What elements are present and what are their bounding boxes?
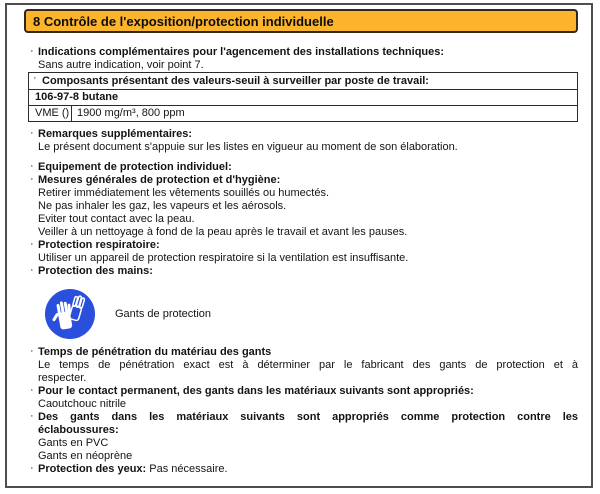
eclaboussures-line: Gants en néoprène	[38, 450, 133, 462]
bullet-dot: ·	[30, 45, 34, 57]
limit-type-cell: VME ()	[29, 106, 72, 121]
respiratoire-label: · Protection respiratoire:	[30, 238, 160, 251]
limits-table-substance-row: 106-97-8 butane	[29, 89, 577, 105]
indications-text: Sans autre indication, voir point 7.	[38, 59, 204, 71]
glove-icon-caption: Gants de protection	[115, 307, 212, 320]
bullet-dot: ·	[30, 264, 34, 276]
mesures-line: Veiller à un nettoyage à fond de la peau après le travail et avant les pauses.	[38, 226, 408, 238]
mesures-line: Ne pas inhaler les gaz, les vapeurs et les aérosols.	[38, 200, 287, 212]
mesures-line: Retirer immédiatement les vêtements souillés ou humectés.	[38, 187, 330, 199]
glove-pictogram-row	[45, 289, 578, 339]
section-title: 8 Contrôle de l'exposition/protection individuelle	[33, 13, 334, 29]
bullet-dot: ·	[30, 384, 34, 396]
mains-label: · Protection des mains:	[30, 264, 153, 277]
bullet-dot: ·	[30, 160, 34, 172]
bullet-dot: ·	[30, 173, 34, 185]
section-8-header-banner	[24, 9, 578, 33]
exposure-limits-table	[28, 72, 578, 122]
eclaboussures-label-line1: · Des gants dans les matériaux suivants sont appropriés comme protection contre les	[30, 410, 578, 423]
contact-permanent-text: Caoutchouc nitrile	[38, 398, 127, 410]
limits-table-header-row: · Composants présentant des valeurs-seuil à surveiller par poste de travail:	[33, 72, 429, 87]
eclaboussures-line: Gants en PVC	[38, 437, 109, 449]
mesures-label: · Mesures générales de protection et d'hygiène:	[30, 173, 281, 186]
mesures-line: Eviter tout contact avec la peau.	[38, 213, 195, 225]
document-page-border	[5, 3, 593, 488]
yeux-text: Pas nécessaire.	[149, 463, 228, 475]
yeux-line	[24, 463, 578, 476]
indications-label: · Indications complémentaires pour l'agencement des installations techniques:	[30, 45, 445, 58]
bullet-dot: ·	[30, 238, 34, 250]
protective-gloves-icon	[45, 289, 95, 339]
remarques-label: · Remarques supplémentaires:	[30, 127, 193, 140]
yeux-label: Protection des yeux:	[38, 463, 147, 475]
remarques-text: Le présent document s'appuie sur les listes en vigueur au moment de son élaboration.	[38, 141, 458, 153]
bullet-dot: ·	[30, 345, 34, 357]
bullet-dot: ·	[33, 72, 37, 84]
limit-value-cell: 1900 mg/m³, 800 ppm	[77, 107, 185, 119]
bullet-dot: ·	[30, 127, 34, 139]
penetration-label: · Temps de pénétration du matériau des gants	[30, 345, 272, 358]
section-body	[24, 46, 578, 476]
penetration-text-line2: respecter.	[38, 372, 87, 384]
respiratoire-text: Utiliser un appareil de protection respiratoire si la ventilation est insuffisante.	[38, 252, 409, 264]
bullet-dot: ·	[30, 462, 34, 474]
contact-permanent-label: · Pour le contact permanent, des gants dans les matériaux suivants sont appropriés:	[30, 384, 474, 397]
bullet-dot: ·	[30, 410, 34, 422]
penetration-text-line1: Le temps de pénétration exact est à déterminer par le fabricant des gants de protection et à	[38, 359, 578, 371]
limits-table-value-row	[29, 105, 577, 121]
eclaboussures-label-line2: éclaboussures:	[38, 424, 119, 436]
equipement-label: · Equipement de protection individuel:	[30, 160, 232, 173]
